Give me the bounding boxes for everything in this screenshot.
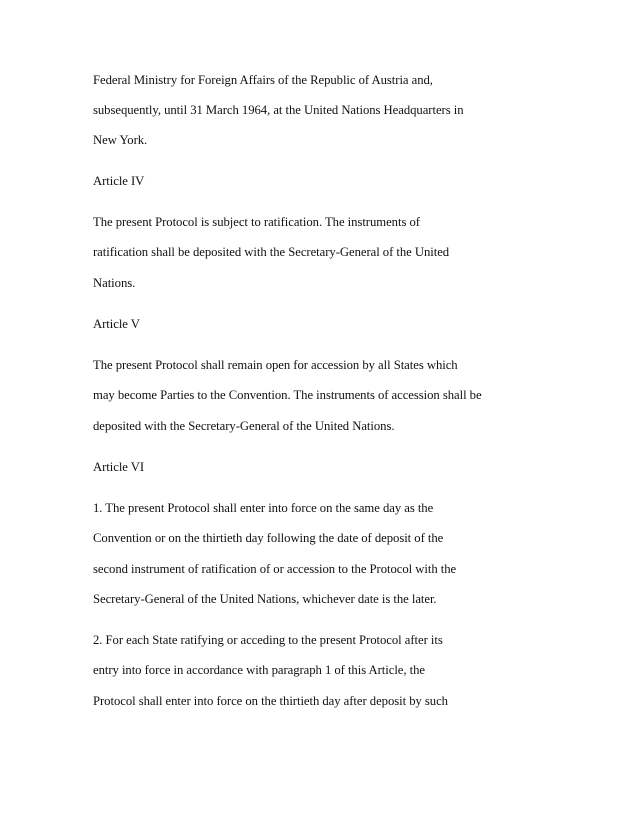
text-line: entry into force in accordance with paragraph 1 of this Article, the (93, 663, 425, 677)
text-line: Convention or on the thirtieth day following the date of deposit of the (93, 531, 444, 545)
text-line: 1. The present Protocol shall enter into force on the same day as the (93, 501, 434, 515)
text-line: subsequently, until 31 March 1964, at the United Nations Headquarters in (93, 103, 464, 117)
text-line: 2. For each State ratifying or acceding to the present Protocol after its (93, 633, 443, 647)
text-line: second instrument of ratification of or accession to the Protocol with the (93, 562, 457, 576)
article-heading: Article VI (93, 460, 145, 474)
text-line: New York. (93, 133, 148, 147)
text-line: Federal Ministry for Foreign Affairs of the Republic of Austria and, (93, 73, 433, 87)
text-line: Secretary-General of the United Nations, whichever date is the later. (93, 592, 437, 606)
text-line: may become Parties to the Convention. The instruments of accession shall be (93, 388, 482, 402)
article-heading: Article IV (93, 174, 145, 188)
article-heading: Article V (93, 317, 140, 331)
text-line: deposited with the Secretary-General of the United Nations. (93, 419, 395, 433)
text-line: The present Protocol shall remain open for accession by all States which (93, 358, 458, 372)
text-line: The present Protocol is subject to ratification. The instruments of (93, 215, 420, 229)
text-line: ratification shall be deposited with the Secretary-General of the United (93, 245, 450, 259)
text-line: Nations. (93, 276, 136, 290)
text-line: Protocol shall enter into force on the thirtieth day after deposit by such (93, 694, 448, 708)
